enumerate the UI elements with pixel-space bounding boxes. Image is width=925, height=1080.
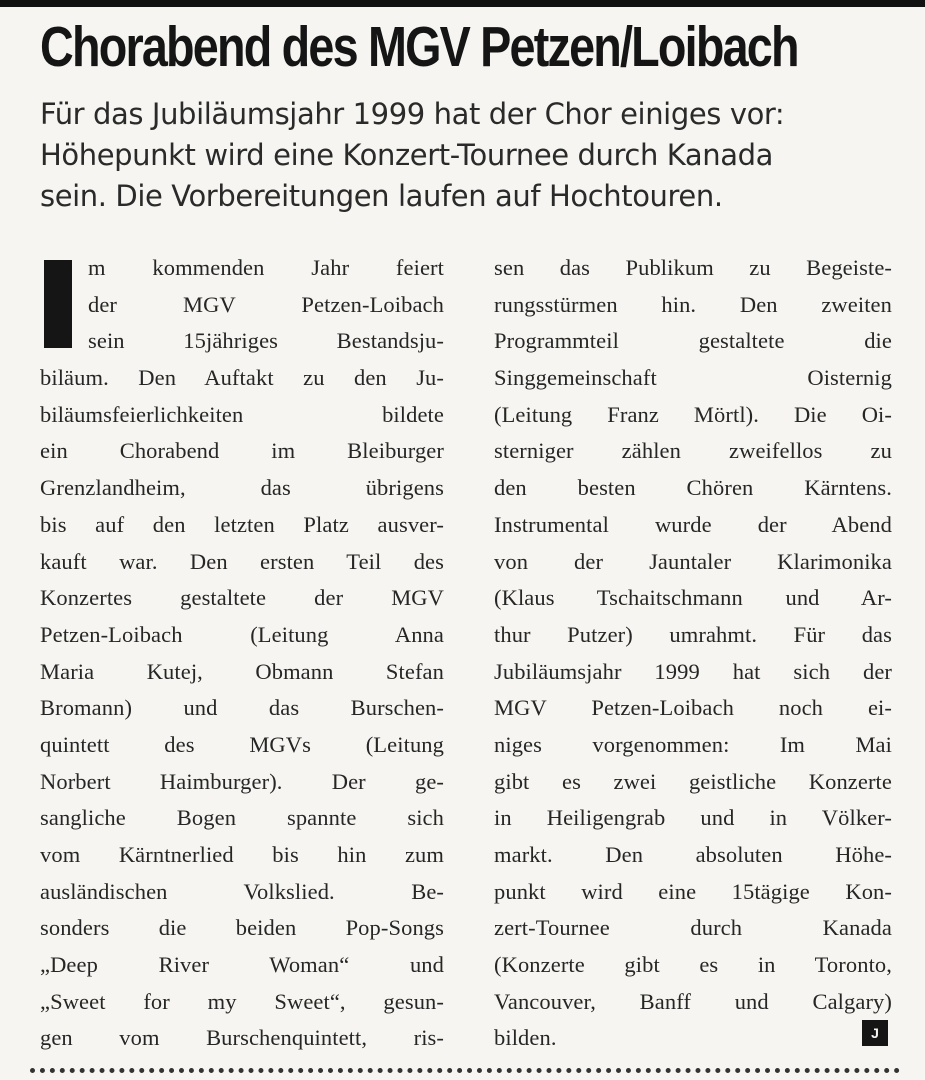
- body-column-left: [40, 250, 444, 1057]
- body-line: in Heiligengrab und in Völker-: [494, 805, 892, 831]
- body-line: Norbert Haimburger). Der ge-: [40, 768, 444, 794]
- body-line: Maria Kutej, Obmann Stefan: [40, 658, 444, 684]
- body-line: zert-Tournee durch Kanada: [494, 915, 892, 941]
- body-line: biläum. Den Auftakt zu den Ju-: [40, 365, 444, 391]
- body-line: m kommenden Jahr feiert: [88, 255, 444, 280]
- standfirst-line: sein. Die Vorbereitungen laufen auf Hochtouren.: [40, 179, 723, 213]
- article-headline: Chorabend des MGV Petzen/Loibach: [40, 15, 798, 79]
- body-line: Petzen-Loibach (Leitung Anna: [40, 621, 444, 647]
- body-line: Konzertes gestaltete der MGV: [40, 585, 444, 611]
- body-line: vom Kärntnerlied bis hin zum: [40, 842, 444, 867]
- body-line: ausländischen Volkslied. Be-: [40, 878, 444, 904]
- body-line: kauft war. Den ersten Teil des: [40, 548, 444, 574]
- body-line: ein Chorabend im Bleiburger: [40, 438, 444, 464]
- body-line: (Konzerte gibt es in Toronto,: [494, 952, 892, 978]
- body-line: den besten Chören Kärntens.: [494, 475, 892, 501]
- body-line: gibt es zwei geistliche Konzerte: [494, 768, 892, 794]
- body-line: biläumsfeierlichkeiten bildete: [40, 401, 444, 427]
- body-line: markt. Den absoluten Höhe-: [494, 842, 892, 867]
- body-line: MGV Petzen-Loibach noch ei-: [494, 695, 892, 721]
- body-line: sterniger zählen zweifellos zu: [494, 438, 892, 464]
- body-line: niges vorgenommen: Im Mai: [494, 731, 892, 757]
- body-line: gen vom Burschenquintett, ris-: [40, 1025, 444, 1051]
- body-line: Jubiläumsjahr 1999 hat sich der: [494, 658, 892, 684]
- body-line: Bromann) und das Burschen-: [40, 695, 444, 721]
- body-line: punkt wird eine 15tägige Kon-: [494, 878, 892, 904]
- bottom-dotted-rule: [30, 1068, 900, 1073]
- body-line: sangliche Bogen spannte sich: [40, 805, 444, 831]
- body-line: bis auf den letzten Platz ausver-: [40, 511, 444, 537]
- body-line: (Klaus Tschaitschmann und Ar-: [494, 585, 892, 611]
- body-line: sen das Publikum zu Begeiste-: [494, 255, 892, 280]
- standfirst-line: Für das Jubiläumsjahr 1999 hat der Chor einiges vor:: [40, 97, 785, 131]
- body-line: bilden.: [494, 1025, 557, 1051]
- body-line: quintett des MGVs (Leitung: [40, 731, 444, 757]
- body-line: Instrumental wurde der Abend: [494, 511, 892, 537]
- body-line: rungsstürmen hin. Den zweiten: [494, 291, 892, 317]
- body-line: Grenzlandheim, das übrigens: [40, 475, 444, 501]
- standfirst-line: Höhepunkt wird eine Konzert-Tournee durch Kanada: [40, 138, 773, 172]
- end-mark: J: [862, 1020, 888, 1046]
- body-line: sein 15jähriges Bestandsju-: [88, 328, 444, 354]
- body-line: Singgemeinschaft Oisternig: [494, 365, 892, 391]
- body-line: von der Jauntaler Klarimonika: [494, 548, 892, 574]
- body-line: sonders die beiden Pop-Songs: [40, 915, 444, 941]
- body-column-right: [494, 250, 892, 1057]
- article-standfirst: [40, 94, 900, 217]
- body-line: (Leitung Franz Mörtl). Die Oi-: [494, 401, 892, 427]
- body-line: „Sweet for my Sweet“, gesun-: [40, 988, 444, 1014]
- body-line: Programmteil gestaltete die: [494, 328, 892, 354]
- body-line: der MGV Petzen-Loibach: [88, 291, 444, 317]
- body-line: „Deep River Woman“ und: [40, 952, 444, 978]
- body-line: thur Putzer) umrahmt. Für das: [494, 621, 892, 647]
- top-rule: [0, 0, 925, 7]
- body-line: Vancouver, Banff und Calgary): [494, 988, 892, 1014]
